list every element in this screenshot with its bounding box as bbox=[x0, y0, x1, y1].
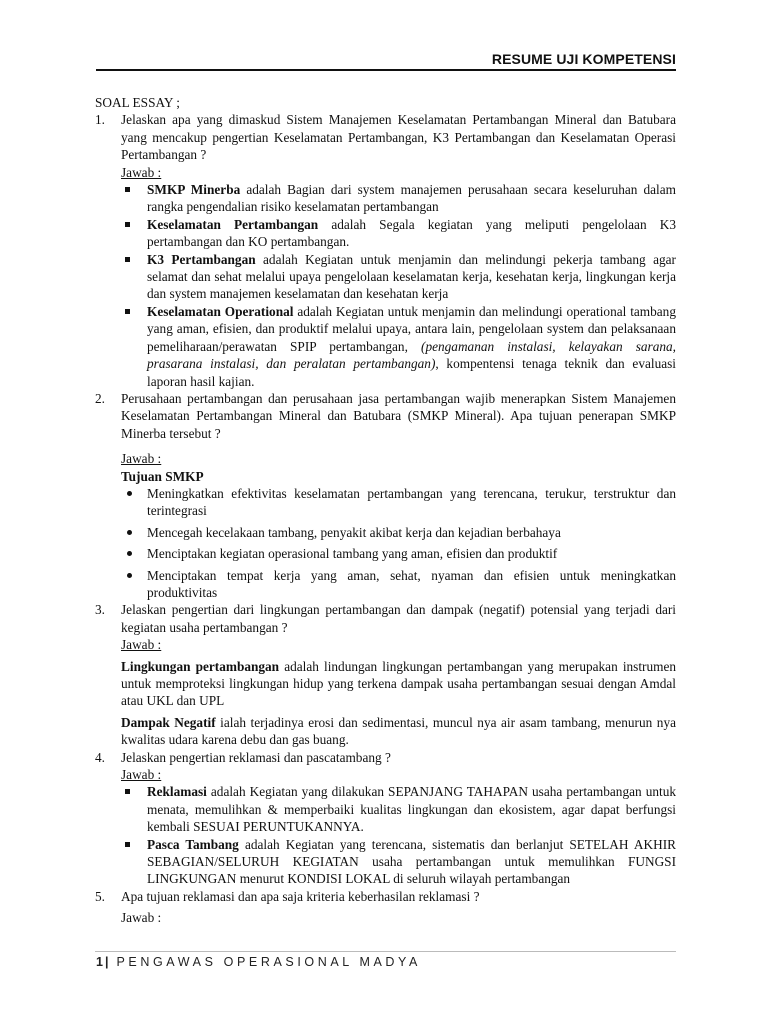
question-2 bbox=[95, 390, 676, 442]
answer-list-4 bbox=[95, 783, 676, 887]
question-text: Jelaskan apa yang dimaskud Sistem Manajemen Keselamatan Pertambangan Mineral dan Batubara yang mencakup pengertian Keselamatan Pertambangan, K3 Pertambangan dan Keselamatan Operasi Pertambangan ? bbox=[121, 112, 676, 163]
list-item bbox=[147, 783, 676, 835]
term: Dampak Negatif bbox=[121, 714, 216, 730]
definition: adalah lindungan lingkungan pertambangan yang merupakan instrumen untuk memproteksi lingkungan hidup yang terkena dampak usaha pertambangan sesuai dengan Amdal atau UKL dan UPL bbox=[121, 658, 677, 709]
term: Pasca Tambang bbox=[147, 836, 239, 852]
answer-list-2 bbox=[95, 485, 676, 601]
question-5 bbox=[95, 888, 676, 905]
answer-label: Jawab : bbox=[121, 451, 162, 467]
intro-label: SOAL ESSAY ; bbox=[95, 95, 180, 110]
document-body bbox=[95, 94, 676, 927]
term: Keselamatan Operational bbox=[147, 303, 294, 319]
list-item bbox=[147, 216, 676, 251]
section-subtitle: Tujuan SMKP bbox=[121, 468, 204, 484]
question-4 bbox=[95, 749, 676, 766]
term: Lingkungan pertambangan bbox=[121, 658, 280, 674]
footer-rule bbox=[95, 951, 676, 952]
question-number: 5. bbox=[95, 888, 105, 904]
question-text: Jelaskan pengertian dari lingkungan pertambangan dan dampak (negatif) potensial yang terjadi dari kegiatan usaha pertambangan ? bbox=[121, 602, 676, 635]
header-rule bbox=[96, 69, 676, 71]
question-3 bbox=[95, 601, 676, 636]
footer-text: PENGAWAS OPERASIONAL MADYA bbox=[116, 955, 421, 969]
list-item bbox=[147, 836, 676, 888]
term: Reklamasi bbox=[147, 784, 207, 800]
term: K3 Pertambangan bbox=[147, 251, 256, 267]
list-item: Menciptakan tempat kerja yang aman, sehat, nyaman dan efisien untuk meningkatkan produktivitas bbox=[147, 567, 676, 600]
definition: ialah terjadinya erosi dan sedimentasi, muncul nya air asam tambang, menurun nya kwalitas udara karena debu dan gas buang. bbox=[121, 714, 676, 748]
paragraph-lingkungan bbox=[95, 658, 676, 710]
answer-label: Jawab : bbox=[121, 910, 162, 926]
definition: adalah Bagian dari system manajemen perusahaan secara keseluruhan dalam rangka pengendalian risiko keselamatan pertambangan bbox=[147, 182, 676, 215]
list-item: Mencegah kecelakaan tambang, penyakit akibat kerja dan kejadian berbahaya bbox=[147, 524, 676, 541]
definition-tail: , kompentensi tenaga teknik dan evaluasi laporan hasil kajian. bbox=[147, 356, 676, 389]
question-number: 2. bbox=[95, 390, 105, 406]
definition: adalah Kegiatan yang dilakukan SEPANJANG TAHAPAN usaha pertambangan untuk menata, memulihkan & memperbaiki kualitas lingkungan dan ekosistem, agar dapat berfungsi kembali SESUAI PERUNTUKANNYA. bbox=[147, 784, 676, 835]
term: Keselamatan Pertambangan bbox=[147, 216, 319, 232]
definition: adalah Kegiatan untuk menjamin dan melindungi pekerja tambang agar selamat dan sehat melalui upaya pengelolaan keselamatan kerja, kesehatan kerja, lingkungan kerja dan system manajemen keselamatan dan kesehatan kerja bbox=[147, 251, 676, 302]
question-number: 1. bbox=[95, 112, 105, 128]
paragraph-dampak bbox=[95, 714, 676, 749]
question-text: Jelaskan pengertian reklamasi dan pascatambang ? bbox=[121, 749, 391, 765]
page-number: 1 bbox=[96, 955, 103, 969]
list-item bbox=[147, 251, 676, 303]
list-item bbox=[147, 181, 676, 216]
definition-italic: (pengamanan instalasi, kelayakan sarana, prasarana instalasi, dan peralatan pertambangan) bbox=[147, 338, 677, 372]
list-item: Meningkatkan efektivitas keselamatan pertambangan yang terencana, terukur, terstruktur dan terintegrasi bbox=[147, 485, 676, 519]
question-1 bbox=[95, 111, 676, 163]
question-number: 3. bbox=[95, 602, 105, 618]
answer-label: Jawab : bbox=[121, 767, 162, 783]
answer-label: Jawab : bbox=[121, 164, 162, 180]
list-item bbox=[147, 303, 676, 390]
answer-label: Jawab : bbox=[121, 637, 162, 653]
list-item: Menciptakan kegiatan operasional tambang yang aman, efisien dan produktif bbox=[147, 545, 676, 562]
document-title: RESUME UJI KOMPETENSI bbox=[491, 51, 676, 67]
answer-list-1 bbox=[95, 181, 676, 390]
footer-separator: | bbox=[104, 955, 109, 969]
definition: adalah Kegiatan untuk menjamin dan melindungi operational tambang yang aman, efisien, dan produktif melalui upaya, antara lain, pengelolaan system dan pelaksanaan pemeliharaan/perawatan SPIP pertambangan, bbox=[147, 303, 676, 354]
question-text: Apa tujuan reklamasi dan apa saja kriteria keberhasilan reklamasi ? bbox=[121, 888, 480, 904]
page-footer bbox=[96, 955, 421, 969]
question-text: Perusahaan pertambangan dan perusahaan jasa pertambangan wajib menerapkan Sistem Manajemen Keselamatan Pertambangan Mineral dan Batubara (SMKP Mineral). Apa tujuan penerapan SMKP Minerba tersebut ? bbox=[121, 390, 676, 441]
term: SMKP Minerba bbox=[147, 182, 241, 198]
question-number: 4. bbox=[95, 749, 105, 765]
definition: adalah Segala kegiatan yang meliputi pengelolaan K3 pertambangan dan KO pertambangan. bbox=[147, 216, 676, 250]
definition: adalah Kegiatan yang terencana, sistematis dan berlanjut SETELAH AKHIR SEBAGIAN/SELURUH KEGIATAN usaha pertambangan untuk memulihkan FUNGSI LINGKUNGAN menurut KONDISI LOKAL di seluruh wilayah pertambangan bbox=[147, 836, 676, 887]
